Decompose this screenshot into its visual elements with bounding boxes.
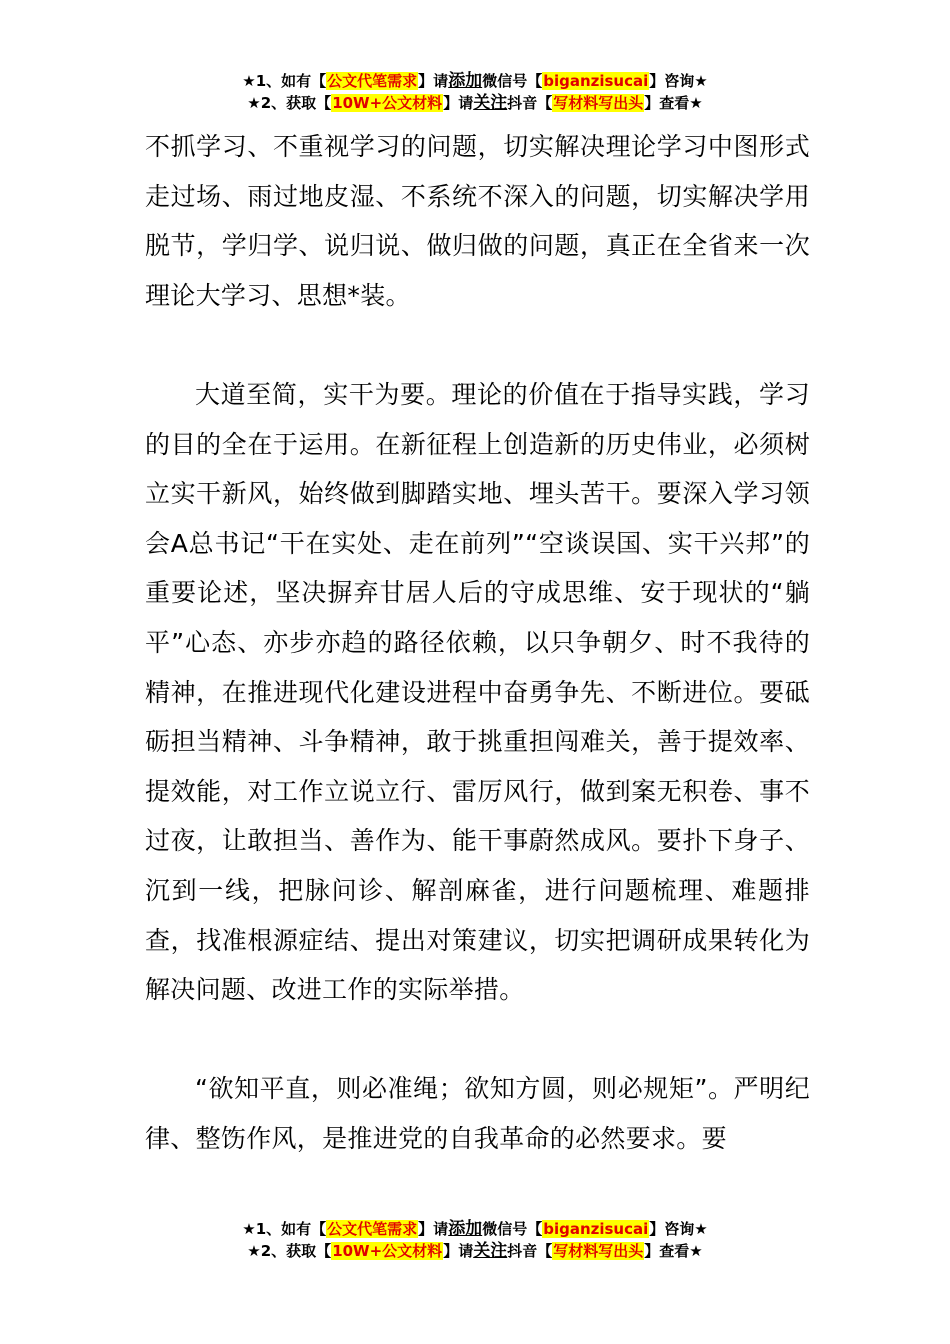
banner-emphasis: 关注 — [473, 93, 508, 113]
banner-emphasis: 关注 — [473, 1241, 508, 1261]
banner-text: 】请 — [418, 1220, 449, 1238]
banner-highlight: 写材料写出头 — [553, 1242, 644, 1260]
banner-highlight: biganzisucai — [543, 72, 649, 90]
banner-text: 】咨询★ — [649, 1220, 708, 1238]
banner-text: 】查看★ — [644, 94, 703, 112]
paragraph: 不抓学习、不重视学习的问题，切实解决理论学习中图形式走过场、雨过地皮湿、不系统不深入的问题，切实解决学用脱节，学归学、说归说、做归做的问题，真正在全省来一次理论大学习、思想*装。 — [145, 132, 810, 310]
banner-emphasis: 添加 — [448, 71, 483, 91]
banner-line-2 — [0, 1240, 950, 1262]
banner-text: 抖音【 — [507, 94, 553, 112]
banner-text: 】请 — [418, 72, 449, 90]
banner-text: 】咨询★ — [649, 72, 708, 90]
banner-text: 】请 — [443, 1242, 474, 1260]
banner-text: 微信号【 — [482, 1220, 543, 1238]
banner-text: ★1、如有【 — [242, 72, 327, 90]
paragraph-gap — [145, 320, 810, 370]
paragraph: 大道至简，实干为要。理论的价值在于指导实践，学习的目的全在于运用。在新征程上创造新的历史伟业，必须树立实干新风，始终做到脚踏实地、埋头苦干。要深入学习领会A总书记“干在实处、走在前列”“空谈误国、实干兴邦”的重要论述，坚决摒弃甘居人后的守成思维、安于现状的“躺平”心态、亦步亦趋的路径依赖，以只争朝夕、时不我待的精神，在推进现代化建设进程中奋勇争先、不断进位。要砥砺担当精神、斗争精神，敢于挑重担闯难关，善于提效率、提效能，对工作立说立行、雷厉风行，做到案无积卷、事不过夜，让敢担当、善作为、能干事蔚然成风。要扑下身子、沉到一线，把脉问诊、解剖麻雀，进行问题梳理、难题排查，找准根源症结、提出对策建议，切实把调研成果转化为解决问题、改进工作的实际举措。 — [145, 379, 810, 1005]
banner-emphasis: 添加 — [448, 1219, 483, 1239]
banner-line-1 — [0, 1218, 950, 1240]
banner-highlight: 公文代笔需求 — [327, 72, 418, 90]
banner-highlight: 写材料写出头 — [553, 94, 644, 112]
banner-text: 抖音【 — [507, 1242, 553, 1260]
banner-text: ★1、如有【 — [242, 1220, 327, 1238]
banner-highlight: 10W+公文材料 — [332, 94, 443, 112]
banner-text: 】请 — [443, 94, 474, 112]
banner-highlight: 10W+公文材料 — [332, 1242, 443, 1260]
banner-highlight: biganzisucai — [543, 1220, 649, 1238]
footer-banner — [0, 1218, 950, 1262]
paragraph-gap — [145, 1015, 810, 1065]
paragraph: “欲知平直，则必准绳；欲知方圆，则必规矩”。严明纪律、整饬作风，是推进党的自我革命的必然要求。要 — [145, 1074, 810, 1153]
banner-highlight: 公文代笔需求 — [327, 1220, 418, 1238]
banner-line-1 — [0, 70, 950, 92]
banner-text: ★2、获取【 — [247, 1242, 332, 1260]
banner-text: 】查看★ — [644, 1242, 703, 1260]
document-body — [145, 122, 810, 1163]
banner-text: 微信号【 — [482, 72, 543, 90]
header-banner — [0, 70, 950, 114]
banner-text: ★2、获取【 — [247, 94, 332, 112]
banner-line-2 — [0, 92, 950, 114]
